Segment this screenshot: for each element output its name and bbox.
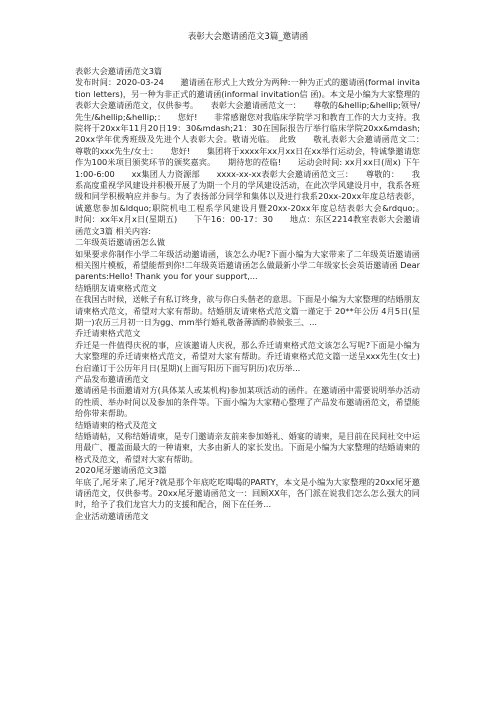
paragraph: 在我国古时候，送帐子有私订终身，欲与你白头偕老的意思。下面是小编为大家整理的结婚朋友请柬格式范文，希望对大家有帮助。结婚朋友请柬格式范文篇一谨定于 20**年公历 4月5日(星期一)农历三月初一日为gg、mm举行婚礼敬备薄酒酌恭候张三、... xyxy=(75,294,420,327)
paragraph: 乔迁是一件值得庆祝的事，应该邀请人庆祝，那么乔迁请柬格式范文该怎么写呢?下面是小编为大家整理的乔迁请柬格式范文，希望对大家有帮助。乔迁请柬格式范文篇一送呈xxx先生(女士)台启谨订于公历年月日(星期)(上面写阳历下面写阴历)农历举... xyxy=(75,339,420,373)
related-title[interactable]: 产品发布邀请函范文 xyxy=(75,373,149,384)
paragraph: 发布时间：2020-03-24 邀请函在形式上大致分为两种:一种为正式的邀请函(formal invitation letters)，另一种为非正式的邀请函(informal invitation信 函)。本文是小编为大家整理的表彰大会邀请函范文，仅供参考。 表彰大会邀请函范文一： 尊敬的&hellip;&hellip;领导/先生/&hellip;&hellip;： 您好! 非常感谢您对我临床学院学习和教育工作的大力支持。我院将于20xx年11月20日19：30&mdash;21：30在国际报告厅举行临床学院20xx&mdash;20xx学年优秀班级及先进个人表彰大会。敬请光临。 此致 敬礼表彰大会邀请函范文二： 尊敬的xxx先生/女士： 您好! 集团将于xxxx年xx月xx日在xx举行运动会，特诚挚邀请您作为100米项目颁奖环节的颁奖嘉宾。 期待您的莅临! 运动会时间: xx月xx日(周x) 下午1:00-6:00 xx集团人力资源部 xxxx-xx-xx表彰大会邀请函范文三： 尊敬的： 我系高度重视学风建设并积极开展了为期一个月的学风建设活动，在此次学风建设月中，我系各班级和同学积极响应并参与。为了表扬部分同学和集体以及进行我系20xx-20xx年度总结表彰，诚邀您参加&ldquo;职院机电工程系学风建设月暨20xx-20xx年度总结表彰大会&rdquo;。 时间：xx年x月x日(星期五) 下午16：00-17：30 地点：东区2214教室表彰大会邀请函范文3篇 相关内容: xyxy=(75,77,437,236)
related-title[interactable]: 乔迁请柬格式范文 xyxy=(75,328,141,339)
document-title: 表彰大会邀请函范文3篇_邀请函 xyxy=(187,32,309,42)
related-title[interactable]: 2020尾牙邀请函范文3篇 xyxy=(75,465,167,476)
related-title[interactable]: 企业活动邀请函范文 xyxy=(75,510,149,521)
paragraph: 如果要求你制作小学二年级活动邀请函，该怎么办呢?下面小编为大家带来了二年级英语邀请函相关图片模板，希望能帮到你!二年级英语邀请函怎么做最新小学二年级家长会英语邀请函 Dear parents:Hello! Thank you for your support,... xyxy=(75,248,420,282)
paragraph: 表彰大会邀请函范文3篇 xyxy=(75,66,163,76)
paragraph: 结婚请帖，又称结婚请柬，是专门邀请亲友前来参加婚礼、婚宴的请柬，是目前在民间社交中运用最广、覆盖面最大的一种请柬，大多由新人的家长发出。下面是小编为大家整理的结婚请柬的格式及范文，希望对大家有帮助。 xyxy=(75,431,420,464)
related-title[interactable]: 二年级英语邀请函怎么做 xyxy=(75,237,166,248)
paragraph: 邀请函是书面邀请对方(具体某人或某机构)参加某项活动的函件。在邀请函中需要说明举办活动的性质、举办时间以及参加的条件等。下面小编为大家精心整理了产品发布邀请函范文，希望能给你带来帮助。 xyxy=(75,385,420,419)
related-title[interactable]: 结婚朋友请柬格式范文 xyxy=(75,282,157,293)
paragraph: 年底了,尾牙来了,尾牙?就是那个年底吃吃喝喝的PARTY，本文是小编为大家整理的20xx尾牙邀请函范文，仅供参考。20xx尾牙邀请函范文一：回顾XX年，各门派在说我们怎么怎么强大的同时，给予了我们龙宫大力的支援和配合，阁下在任务... xyxy=(75,476,420,510)
related-title[interactable]: 结婚请柬的格式及范文 xyxy=(75,419,157,430)
document-body xyxy=(75,66,437,522)
